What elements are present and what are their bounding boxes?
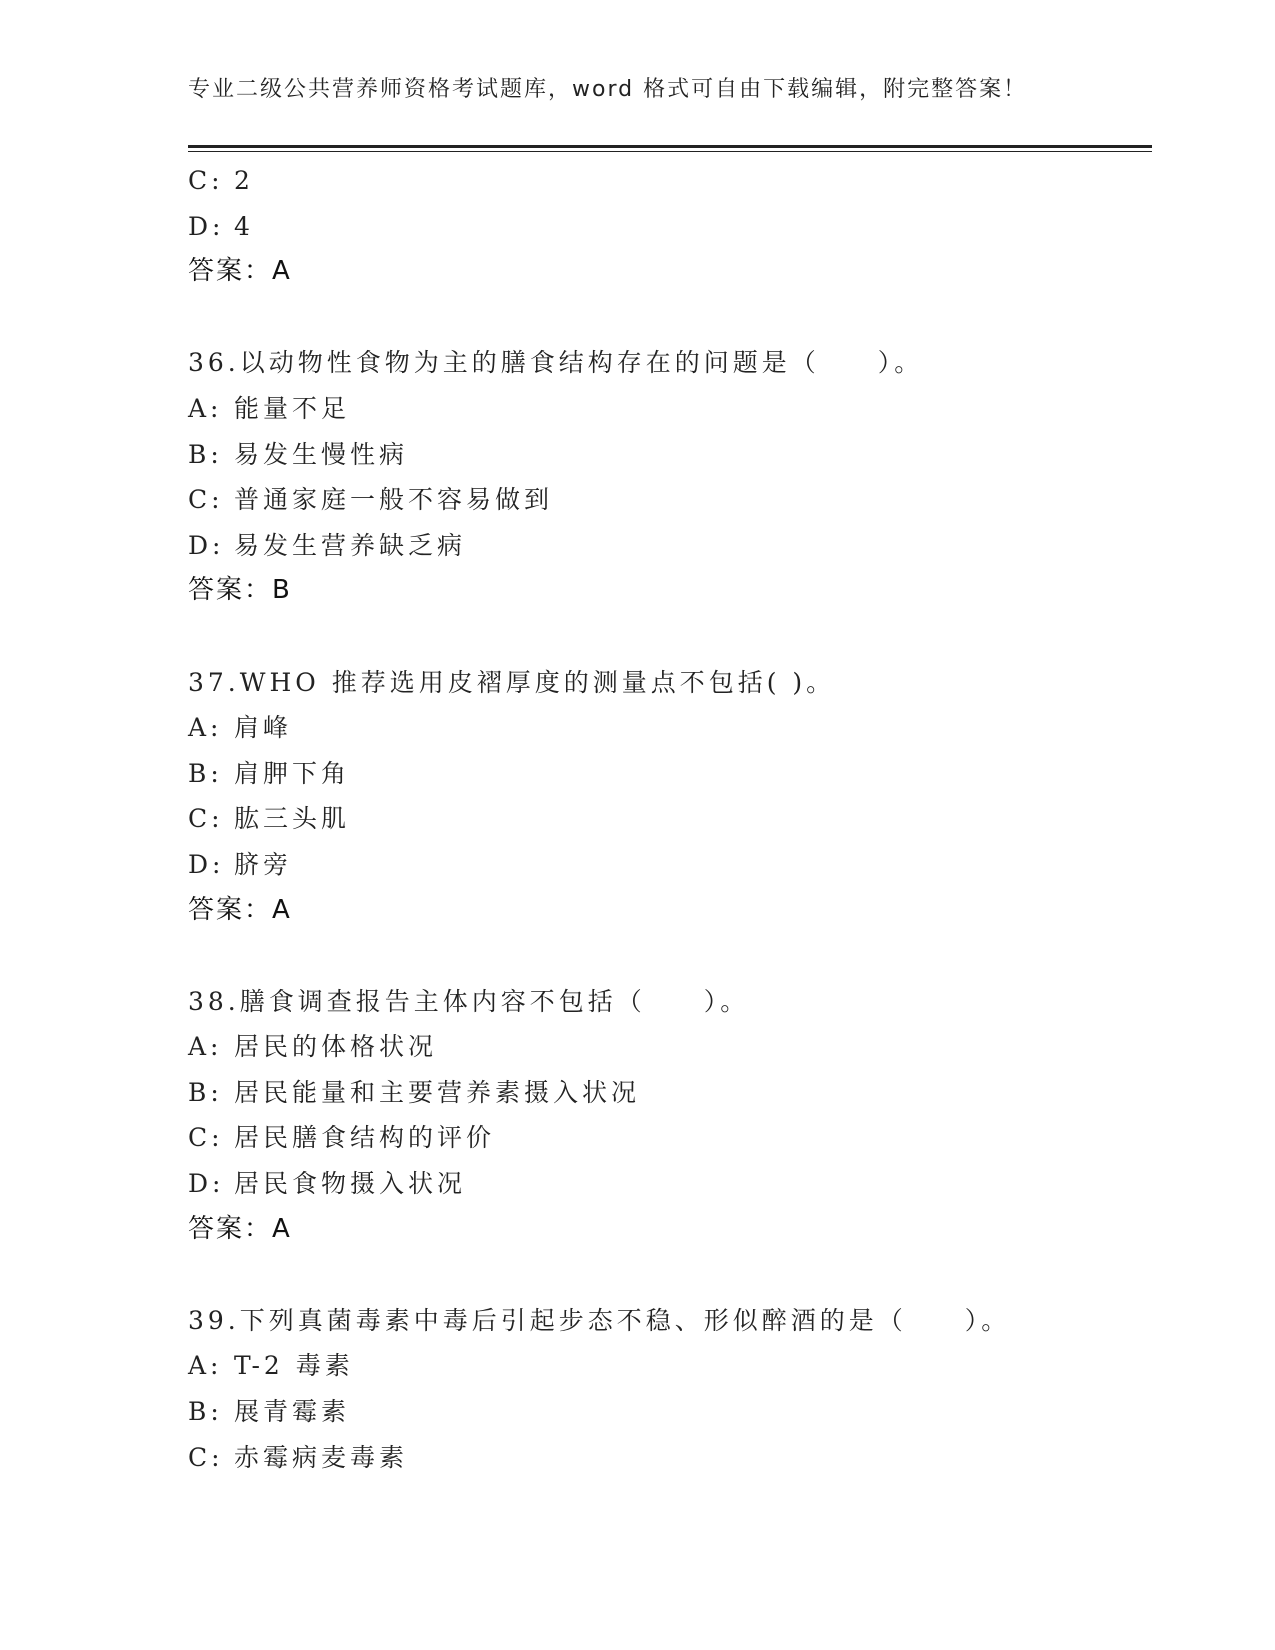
option-text: 居民的体格状况 — [234, 1032, 438, 1062]
option-text: 肩峰 — [234, 713, 293, 743]
option-text: 普通家庭一般不容易做到 — [234, 485, 554, 515]
option-text: 脐旁 — [234, 849, 293, 879]
option-key: C: — [188, 166, 224, 195]
option-text: 居民能量和主要营养素摄入状况 — [234, 1077, 641, 1107]
option-key: D: — [188, 849, 225, 879]
option-a — [188, 1024, 1148, 1070]
option-key: A: — [188, 1351, 223, 1381]
question-list — [188, 158, 1148, 1480]
option-d — [188, 204, 1148, 250]
answer-line: 答案：B — [188, 575, 292, 606]
option-key: C: — [188, 1442, 224, 1472]
option-c — [188, 796, 1148, 842]
answer-line: 答案：A — [188, 1213, 292, 1244]
spacer — [188, 295, 1148, 341]
option-c — [188, 1115, 1148, 1161]
option-key: D: — [188, 1169, 225, 1199]
option-d — [188, 842, 1148, 888]
question-stem: 38.膳食调查报告主体内容不包括（ ）。 — [188, 986, 750, 1016]
option-key: B: — [188, 1077, 223, 1107]
option-key: A: — [188, 1032, 223, 1062]
option-text: 展青霉素 — [234, 1397, 351, 1427]
option-b — [188, 1389, 1148, 1435]
option-text: 居民膳食结构的评价 — [234, 1123, 496, 1153]
option-key: C: — [188, 485, 224, 515]
option-c — [188, 1435, 1148, 1481]
option-text: 易发生营养缺乏病 — [234, 530, 467, 560]
question-stem: 36.以动物性食物为主的膳食结构存在的问题是（ ）。 — [188, 348, 924, 378]
answer-line: 答案：A — [188, 894, 292, 925]
spacer — [188, 614, 1148, 660]
option-key: D: — [188, 530, 225, 560]
header-divider-thick — [188, 145, 1152, 148]
option-text: 赤霉病麦毒素 — [234, 1442, 409, 1472]
spacer — [188, 1252, 1148, 1298]
option-b — [188, 432, 1148, 478]
option-d — [188, 523, 1148, 569]
option-key: C: — [188, 804, 224, 834]
option-b — [188, 751, 1148, 797]
option-text: 肱三头肌 — [234, 804, 351, 834]
option-d — [188, 1161, 1148, 1207]
option-key: C: — [188, 1123, 224, 1153]
option-text: T-2 毒素 — [234, 1351, 354, 1381]
option-a — [188, 386, 1148, 432]
option-key: B: — [188, 439, 223, 469]
option-text: 4 — [234, 211, 254, 241]
option-text: 肩胛下角 — [234, 758, 351, 788]
option-text: 2 — [234, 166, 254, 195]
option-key: B: — [188, 1397, 223, 1427]
spacer — [188, 933, 1148, 979]
option-key: A: — [188, 713, 223, 743]
option-a — [188, 705, 1148, 751]
page-header-title: 专业二级公共营养师资格考试题库，word 格式可自由下载编辑，附完整答案！ — [188, 77, 1028, 102]
option-text: 易发生慢性病 — [234, 439, 409, 469]
option-text: 能量不足 — [234, 393, 351, 423]
option-c — [188, 158, 1148, 204]
option-b — [188, 1070, 1148, 1116]
question-stem: 39.下列真菌毒素中毒后引起步态不稳、形似醉酒的是（ ）。 — [188, 1305, 1011, 1335]
option-c — [188, 477, 1148, 523]
option-key: D: — [188, 211, 225, 241]
header-divider-thin — [188, 151, 1152, 152]
question-stem: 37.WHO 推荐选用皮褶厚度的测量点不包括( )。 — [188, 667, 836, 697]
option-a — [188, 1343, 1148, 1389]
answer-line: 答案：A — [188, 256, 292, 287]
option-key: A: — [188, 393, 223, 423]
option-key: B: — [188, 758, 223, 788]
option-text: 居民食物摄入状况 — [234, 1169, 467, 1199]
